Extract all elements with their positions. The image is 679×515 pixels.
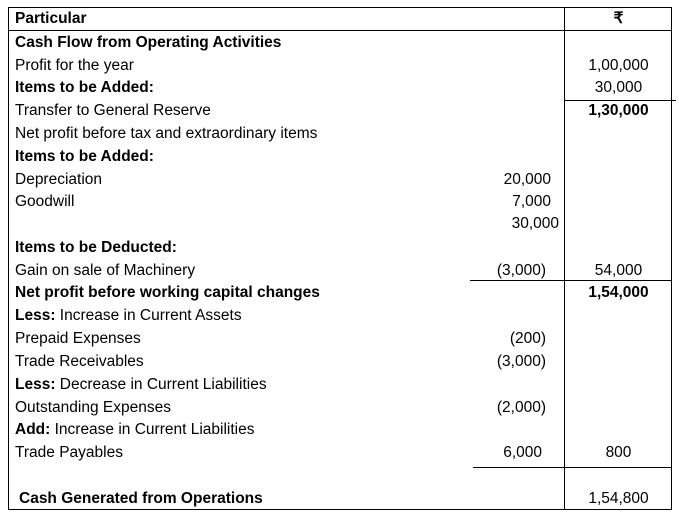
row-label-text: Decrease in Current Liabilities (55, 376, 267, 393)
row-label: Gain on sale of Machinery (15, 262, 196, 279)
table-row (0, 145, 679, 168)
table-row (0, 212, 679, 235)
row-label: Depreciation (15, 171, 103, 188)
table-row (0, 350, 679, 373)
amount-right: 1,00,000 (588, 57, 649, 74)
amount-right: 54,000 (594, 262, 643, 279)
row-label: Items to be Added: (15, 148, 154, 165)
header-currency-rupee: ₹ (613, 10, 624, 27)
row-label: Outstanding Expenses (15, 399, 171, 416)
table-row (0, 99, 679, 122)
amount-mid: 7,000 (512, 193, 551, 210)
row-label: Prepaid Expenses (15, 330, 141, 347)
amount-mid: 20,000 (503, 171, 551, 188)
table-row (0, 418, 679, 441)
row-prefix: Add: (15, 421, 51, 438)
row-prefix: Less: (15, 376, 56, 393)
amount-mid: 6,000 (503, 444, 542, 461)
row-label: Goodwill (15, 193, 75, 210)
row-label: Trade Receivables (15, 353, 144, 370)
row-label: Net profit before working capital changes (15, 284, 320, 301)
table-row (0, 76, 679, 99)
header-particular: Particular (15, 10, 87, 27)
table-row (0, 190, 679, 213)
row-label: Trade Payables (15, 444, 123, 461)
row-label: Items to be Deducted: (15, 239, 177, 256)
table-row (0, 441, 679, 464)
amount-right-final: 1,54,800 (588, 490, 649, 507)
amount-mid: (3,000) (496, 353, 546, 370)
subtotal-line-3 (473, 467, 672, 468)
row-label: Net profit before tax and extraordinary items (15, 125, 318, 142)
row-label: Transfer to General Reserve (15, 102, 211, 119)
amount-mid-subtotal: 30,000 (511, 215, 559, 232)
row-label (15, 418, 254, 441)
amount-right-total: 1,54,000 (588, 284, 649, 301)
row-label (15, 304, 242, 327)
table-row (0, 54, 679, 77)
row-label-text: Increase in Current Liabilities (50, 421, 255, 438)
row-label: Profit for the year (15, 57, 134, 74)
table-row (0, 236, 679, 259)
section-heading-operating: Cash Flow from Operating Activities (15, 34, 282, 51)
table-row (0, 373, 679, 396)
row-prefix: Less: (15, 307, 56, 324)
amount-mid: (200) (509, 330, 546, 347)
table-row (0, 396, 679, 419)
row-label (15, 373, 267, 396)
amount-right: 800 (605, 444, 632, 461)
table-row (0, 327, 679, 350)
amount-right-total: 1,30,000 (588, 102, 649, 119)
table-row (0, 168, 679, 191)
amount-mid: (2,000) (496, 399, 546, 416)
amount-right: 30,000 (594, 79, 643, 96)
table-row (0, 487, 679, 510)
table-row (0, 31, 679, 54)
table-row (0, 122, 679, 145)
amount-mid: (3,000) (496, 262, 546, 279)
row-label-text: Increase in Current Assets (55, 307, 242, 324)
table-row (0, 281, 679, 304)
row-label-final: Cash Generated from Operations (19, 490, 263, 507)
table-row (0, 304, 679, 327)
header-row (0, 7, 679, 30)
row-label: Items to be Added: (15, 79, 154, 96)
table-row (0, 259, 679, 282)
